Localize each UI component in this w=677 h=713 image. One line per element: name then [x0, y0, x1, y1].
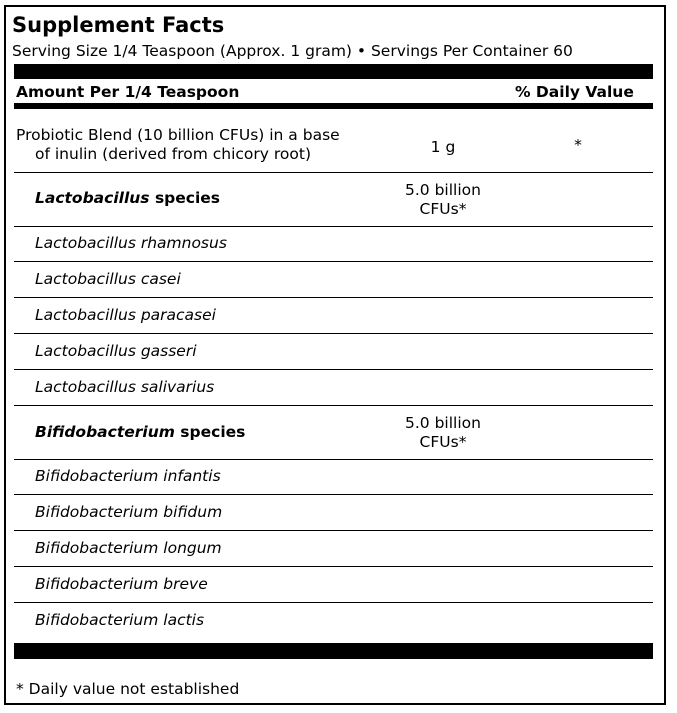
medium-divider	[14, 103, 653, 109]
lactobacillus-amount-line1: 5.0 billion	[405, 181, 481, 199]
row-divider	[14, 261, 653, 262]
strain-row: Lactobacillus salivarius	[35, 378, 215, 396]
strain-row: Lactobacillus gasseri	[35, 342, 197, 360]
strain-row: Lactobacillus casei	[35, 270, 181, 288]
bifidobacterium-amount-line1: 5.0 billion	[405, 414, 481, 432]
strain-row: Bifidobacterium bifidum	[35, 503, 223, 521]
daily-value-header: % Daily Value	[515, 83, 634, 101]
row-divider	[14, 566, 653, 567]
bifidobacterium-species-label: Bifidobacterium species	[35, 423, 246, 441]
row-divider	[14, 172, 653, 173]
thick-divider-top	[14, 64, 653, 79]
blend-name-line2: of inulin (derived from chicory root)	[35, 145, 312, 163]
row-divider	[14, 459, 653, 460]
serving-info: Serving Size 1/4 Teaspoon (Approx. 1 gram) • Servings Per Container 60	[12, 42, 573, 60]
row-divider	[14, 602, 653, 603]
row-divider	[14, 226, 653, 227]
lactobacillus-amount-line2: CFUs*	[419, 200, 467, 218]
blend-name-line1: Probiotic Blend (10 billion CFUs) in a base	[16, 126, 340, 144]
row-divider	[14, 369, 653, 370]
row-divider	[14, 494, 653, 495]
amount-per-header: Amount Per 1/4 Teaspoon	[16, 83, 240, 101]
strain-row: Bifidobacterium breve	[35, 575, 208, 593]
panel-title: Supplement Facts	[12, 13, 225, 37]
strain-row: Lactobacillus paracasei	[35, 306, 216, 324]
row-divider	[14, 333, 653, 334]
strain-row: Bifidobacterium infantis	[35, 467, 221, 485]
blend-daily-value: *	[574, 136, 582, 154]
row-divider	[14, 405, 653, 406]
row-divider	[14, 297, 653, 298]
thick-divider-bottom	[14, 643, 653, 659]
bifidobacterium-amount-line2: CFUs*	[419, 433, 467, 451]
strain-row: Bifidobacterium lactis	[35, 611, 205, 629]
lactobacillus-species-label: Lactobacillus species	[35, 189, 221, 207]
blend-amount: 1 g	[430, 138, 456, 156]
strain-row: Bifidobacterium longum	[35, 539, 222, 557]
footnote: * Daily value not established	[16, 680, 240, 698]
strain-row: Lactobacillus rhamnosus	[35, 234, 227, 252]
row-divider	[14, 530, 653, 531]
